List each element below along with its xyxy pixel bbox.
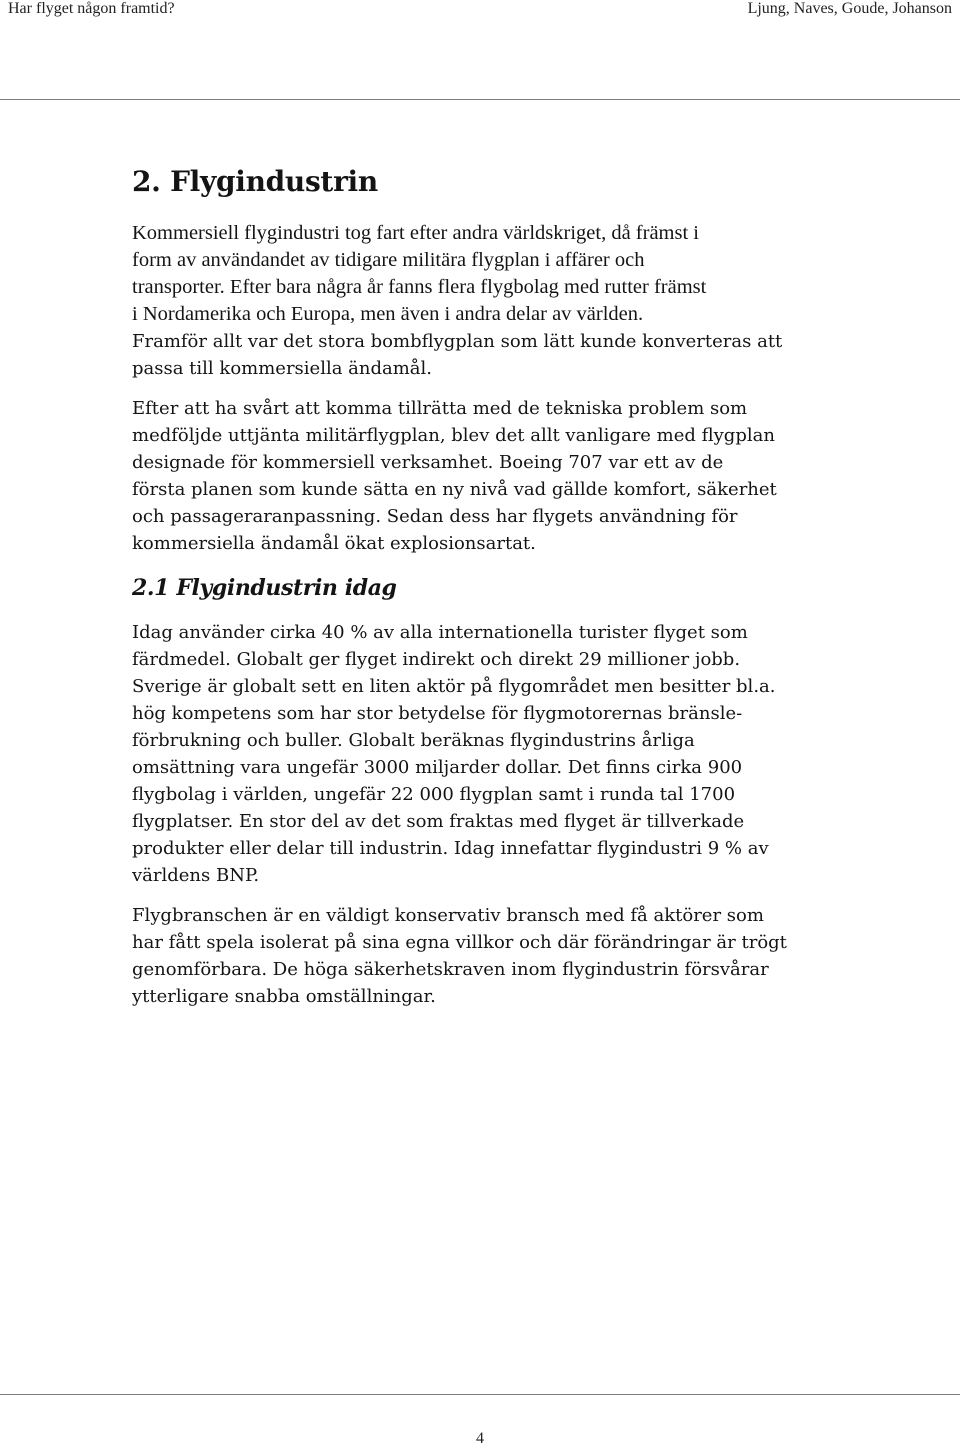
section-heading: 2. Flygindustrin [132, 165, 378, 198]
footer-divider [0, 1394, 960, 1395]
document-authors: Ljung, Naves, Goude, Johanson [747, 0, 952, 17]
page-number: 4 [476, 1430, 484, 1447]
document-title: Har flyget någon framtid? [8, 0, 175, 17]
section-paragraph-1: Kommersiell flygindustri tog fart efter andra världskriget, då främst i form av användandet av tidigare militära flygplan i affärer och transporter. Efter bara några år fanns flera flygbolag med rutter främst i Nordamerika och Europa, men även i andra delar av världen. [132, 222, 707, 325]
subsection-heading: 2.1 Flygindustrin idag [132, 575, 397, 601]
subsection-paragraph-1: Idag använder cirka 40 % av alla internationella turister flyget som färdmedel. Globalt ger flyget indirekt och direkt 29 millioner jobb. Sverige är globalt sett en liten aktör på flygområdet men besitter bl.a. hög kompetens som har stor betydelse för flygmotorernas bränsle- förbrukning och buller. Globalt beräknas flygindustrins årliga omsättning vara ungefär 3000 miljarder dollar. Det finns cirka 900 flygbolag i världen, ungefär 22 000 flygplan samt i runda tal 1700 flygplatser. En stor del av det som fraktas med flyget är tillverkade produkter eller delar till industrin. Idag innefattar flygindustri 9 % av världens BNP. [132, 622, 776, 886]
section-paragraph-2: Efter att ha svårt att komma tillrätta med de tekniska problem som medföljde uttjänta militärflygplan, blev det allt vanligare med flygplan designade för kommersiell verksamhet. Boeing 707 var ett av de första planen som kunde sätta en ny nivå vad gällde komfort, säkerhet och passageraranpassning. Sedan dess har flygets användning för kommersiella ändamål ökat explosionsartat. [132, 398, 777, 554]
running-header [8, 0, 952, 22]
section-paragraph-1-continued: Framför allt var det stora bombflygplan som lätt kunde konverteras att passa till kommersiella ändamål. [132, 331, 783, 379]
subsection-paragraph-2: Flygbranschen är en väldigt konservativ bransch med få aktörer som har fått spela isolerat på sina egna villkor och där förändringar är trögt genomförbara. De höga säkerhetskraven inom flygindustrin försvårar ytterligare snabba omställningar. [132, 905, 787, 1007]
header-divider [0, 99, 960, 100]
page-content [132, 163, 822, 1023]
